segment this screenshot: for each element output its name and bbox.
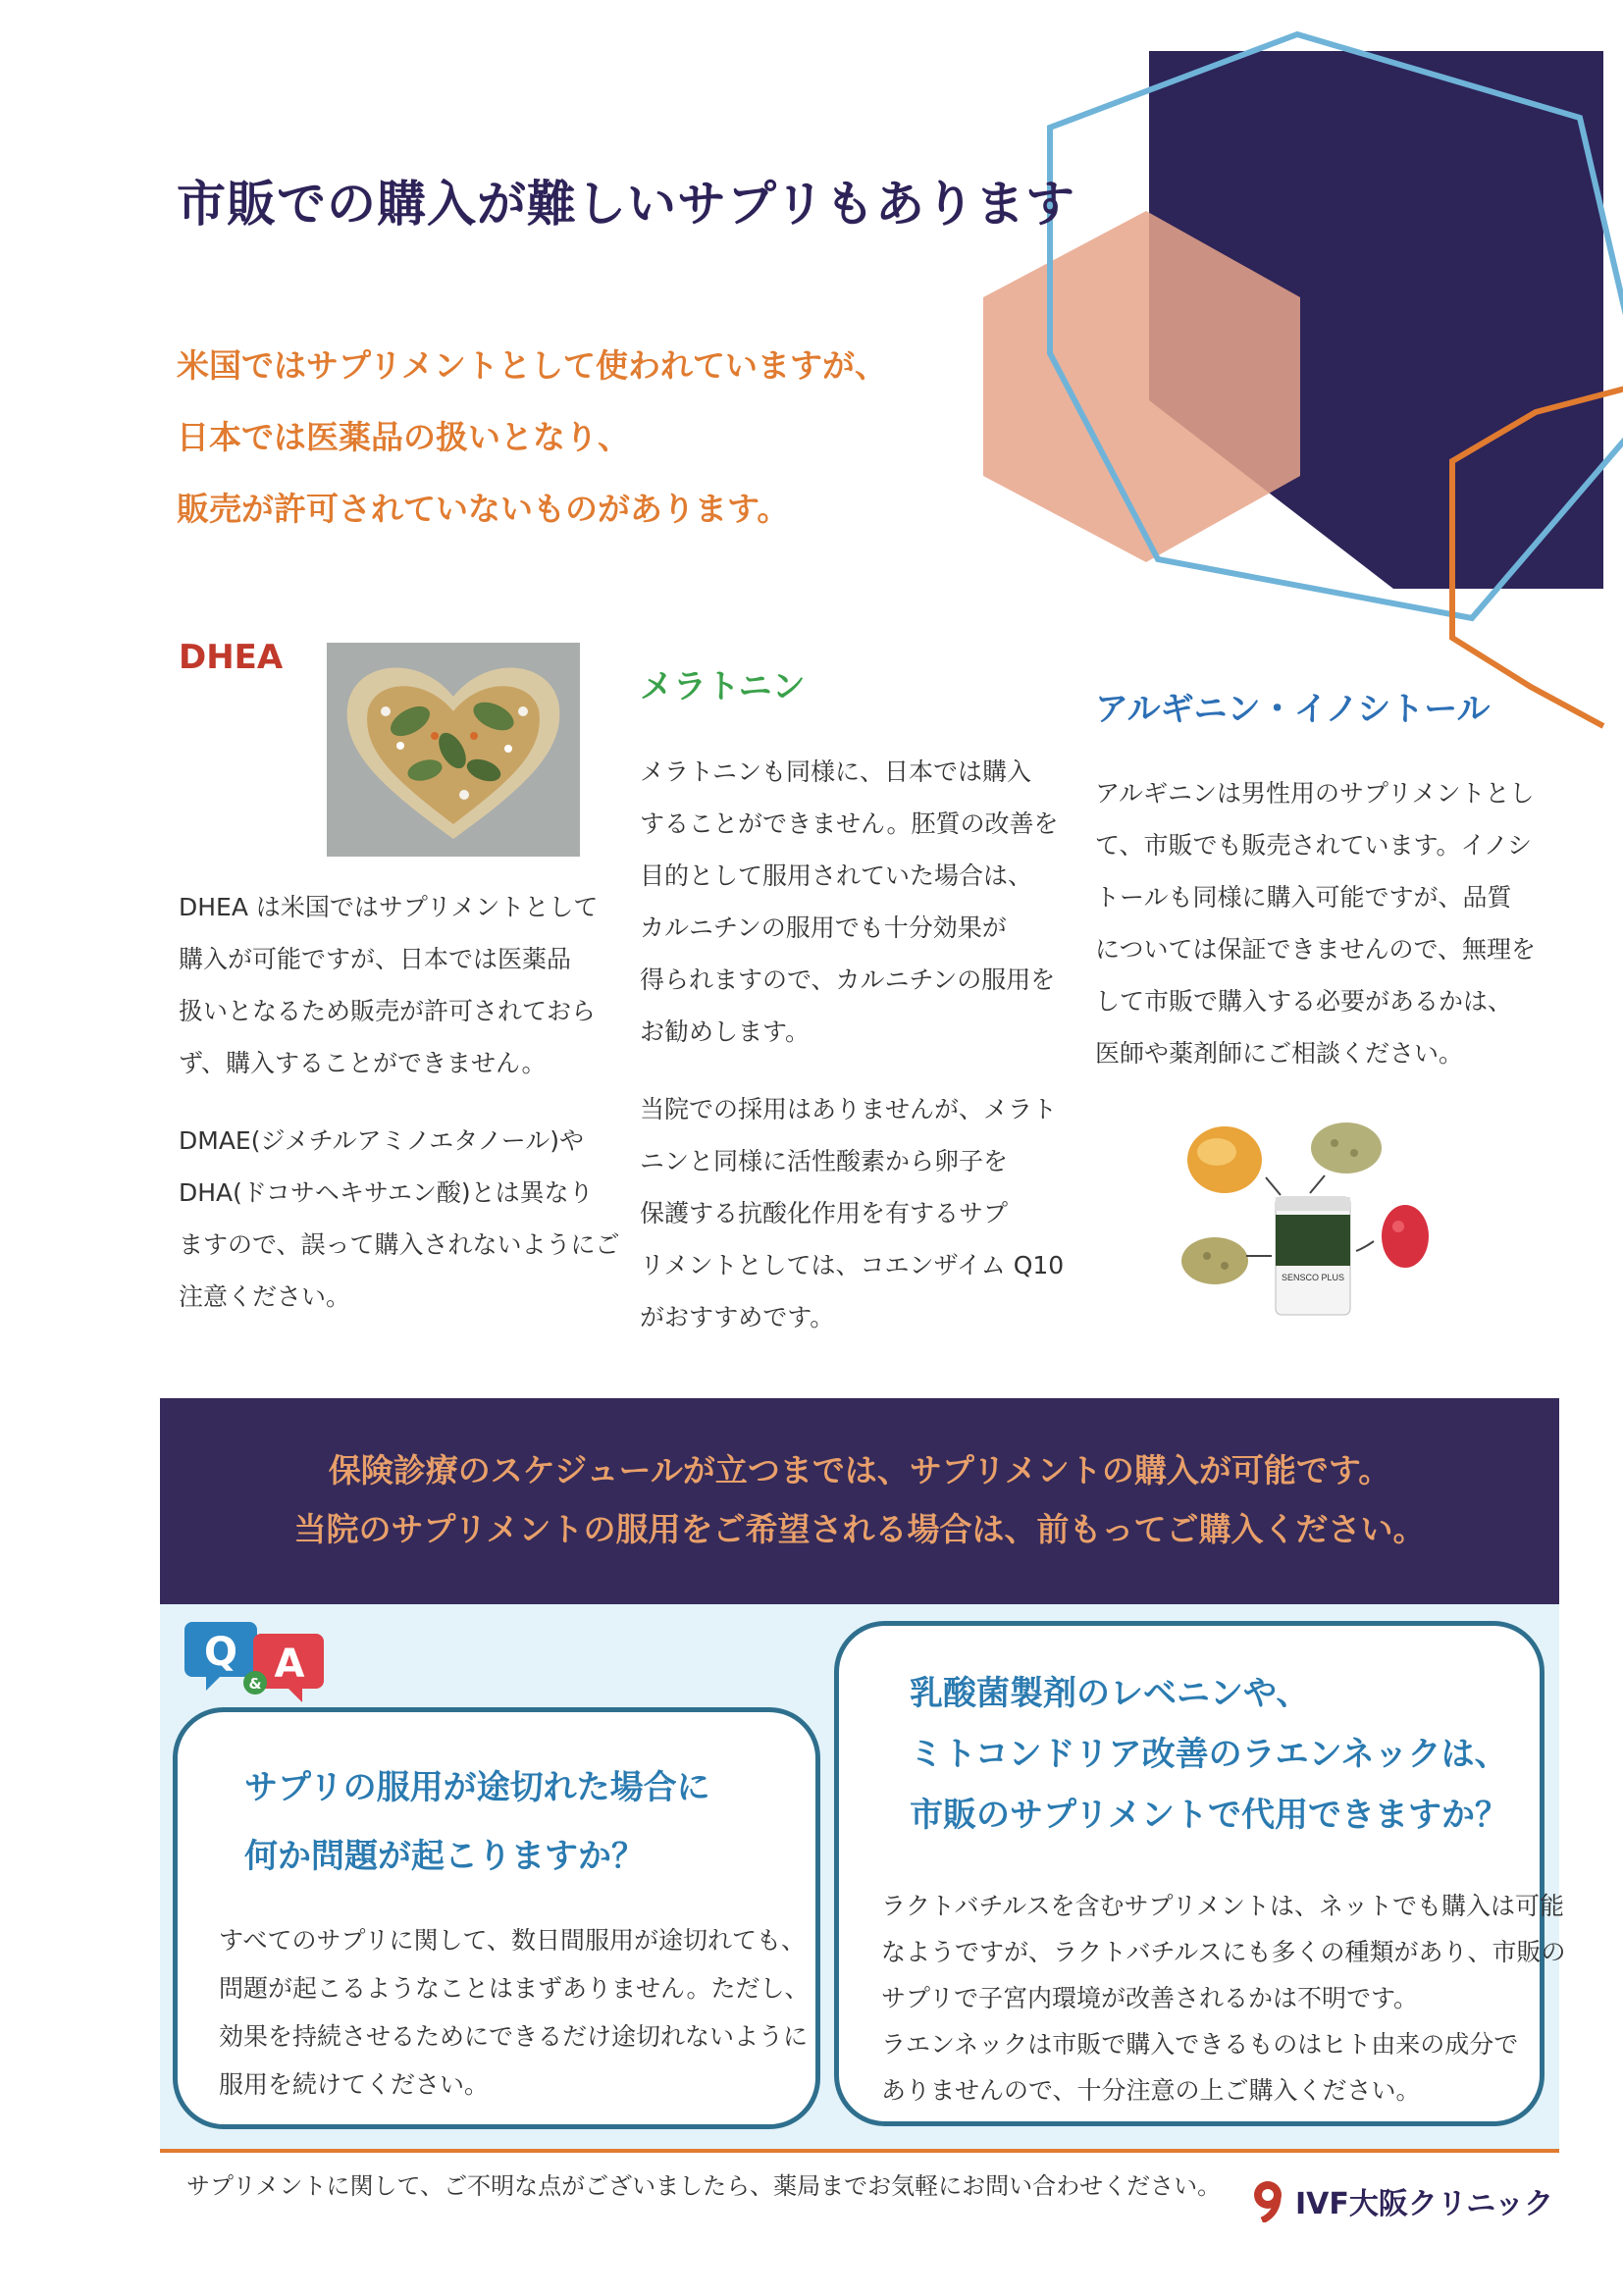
clinic-logo-text: IVF大阪クリニック xyxy=(1295,2187,1554,2221)
notice-line: 当院のサプリメントの服用をご希望される場合は、前もってご購入ください。 xyxy=(293,1510,1426,1548)
text-line: トールも同様に購入可能ですが、品質 xyxy=(1095,883,1512,912)
clinic-logo xyxy=(1248,2176,1553,2225)
lead-line: 日本では医薬品の扱いとなり、 xyxy=(177,418,630,456)
text-line: ますので、誤って購入されないようにご xyxy=(179,1230,620,1259)
text-line: アルギニンは男性用のサプリメントとし xyxy=(1095,779,1535,808)
answer-line: 服用を続けてください。 xyxy=(219,2070,490,2099)
melatonin-heading: メラトニン xyxy=(640,667,806,706)
qa-card-left xyxy=(173,1707,820,2129)
text-line: DMAE(ジメチルアミノエタノール)や xyxy=(179,1126,584,1155)
supplement-label: SENSCO PLUS xyxy=(1281,1273,1345,1282)
supplement-image xyxy=(1178,1119,1433,1334)
question-line: 乳酸菌製剤のレベニンや、 xyxy=(910,1674,1310,1713)
answer-line: すべてのサプリに関して、数日間服用が途切れても、 xyxy=(219,1926,807,1955)
footer-note: サプリメントに関して、ご不明な点がございましたら、薬局までお気軽にお問い合わせください。 xyxy=(186,2172,1222,2200)
arginine-text xyxy=(1095,767,1536,1079)
lead-text xyxy=(177,330,887,545)
text-line: DHEA は米国ではサプリメントとして xyxy=(179,893,599,921)
qa-answer xyxy=(881,1883,1566,2113)
answer-line: 効果を持続させるためにできるだけ途切れないように xyxy=(219,2022,809,2051)
question-line: サプリの服用が途切れた場合に xyxy=(244,1768,710,1807)
melatonin-text xyxy=(640,746,1064,1343)
text-line: DHA(ドコサヘキサエン酸)とは異なり xyxy=(179,1178,594,1207)
answer-line: ラエンネックは市販で購入できるものはヒト由来の成分で xyxy=(881,2030,1519,2059)
text-line: メラトニンも同様に、日本では購入 xyxy=(640,757,1032,786)
qa-badge-icon xyxy=(184,1614,332,1707)
lead-line: 米国ではサプリメントとして使われていますが、 xyxy=(177,346,888,385)
qa-question xyxy=(244,1753,710,1891)
text-line: 目的として服用されていた場合は、 xyxy=(640,861,1033,890)
text-line: することができません。胚質の改善を xyxy=(640,809,1059,838)
arginine-heading: アルギニン・イノシトール xyxy=(1095,690,1491,729)
question-line: ミトコンドリア改善のラエンネックは、 xyxy=(910,1735,1508,1774)
question-line: 市販のサプリメントで代用できますか？ xyxy=(910,1796,1508,1835)
text-line: 注意ください。 xyxy=(179,1282,351,1311)
text-line: お勧めします。 xyxy=(640,1018,811,1046)
answer-line: ラクトバチルスを含むサプリメントは、ネットでも購入は可能 xyxy=(881,1892,1565,1920)
answer-line: サプリで子宮内環境が改善されるかは不明です。 xyxy=(881,1984,1419,2012)
answer-line: ありませんので、十分注意の上ご購入ください。 xyxy=(881,2076,1421,2105)
dhea-heading: DHEA xyxy=(179,638,284,677)
qa-badge-amp: & xyxy=(248,1675,262,1693)
clinic-logo-icon xyxy=(1248,2179,1287,2222)
text-line: て、市販でも販売されています。イノシ xyxy=(1095,831,1533,860)
text-line: して市販で購入する必要があるかは、 xyxy=(1095,987,1513,1016)
text-line: ニンと同様に活性酸素から卵子を xyxy=(640,1147,1009,1175)
question-line: 何か問題が起こりますか？ xyxy=(244,1837,645,1876)
qa-question xyxy=(910,1663,1508,1846)
text-line: カルニチンの服用でも十分効果が xyxy=(640,913,1007,942)
text-line: 得られますので、カルニチンの服用を xyxy=(640,965,1056,994)
answer-line: なようですが、ラクトバチルスにも多くの種類があり、市販の xyxy=(881,1938,1566,1966)
answer-line: 問題が起こるようなことはまずありません。ただし、 xyxy=(219,1974,810,2003)
text-line: リメントとしては、コエンザイム Q10 xyxy=(640,1251,1065,1279)
notice-band xyxy=(160,1398,1559,1604)
footer-divider xyxy=(160,2149,1559,2153)
text-line: ず、購入することができません。 xyxy=(179,1049,547,1077)
text-line: 当院での採用はありませんが、メラト xyxy=(640,1095,1058,1123)
text-line: 医師や薬剤師にご相談ください。 xyxy=(1095,1039,1464,1068)
notice-line: 保険診療のスケジュールが立つまでは、サプリメントの購入が可能です。 xyxy=(328,1451,1391,1489)
qa-badge-q: Q xyxy=(203,1630,238,1675)
text-line: 購入が可能ですが、日本では医薬品 xyxy=(179,945,572,973)
qa-answer xyxy=(219,1916,810,2109)
pills-heart-image xyxy=(327,643,580,857)
text-line: がおすすめです。 xyxy=(640,1303,835,1331)
text-line: 保護する抗酸化作用を有するサプ xyxy=(640,1199,1009,1227)
text-line: については保証できませんので、無理を xyxy=(1095,935,1537,964)
dhea-text xyxy=(179,881,620,1323)
qa-badge-a: A xyxy=(274,1642,305,1687)
qa-card-right xyxy=(834,1621,1566,2126)
lead-line: 販売が許可されていないものがあります。 xyxy=(177,490,790,528)
page-title: 市販での購入が難しいサプリもあります xyxy=(177,176,1075,233)
text-line: 扱いとなるため販売が許可されておら xyxy=(179,997,597,1025)
